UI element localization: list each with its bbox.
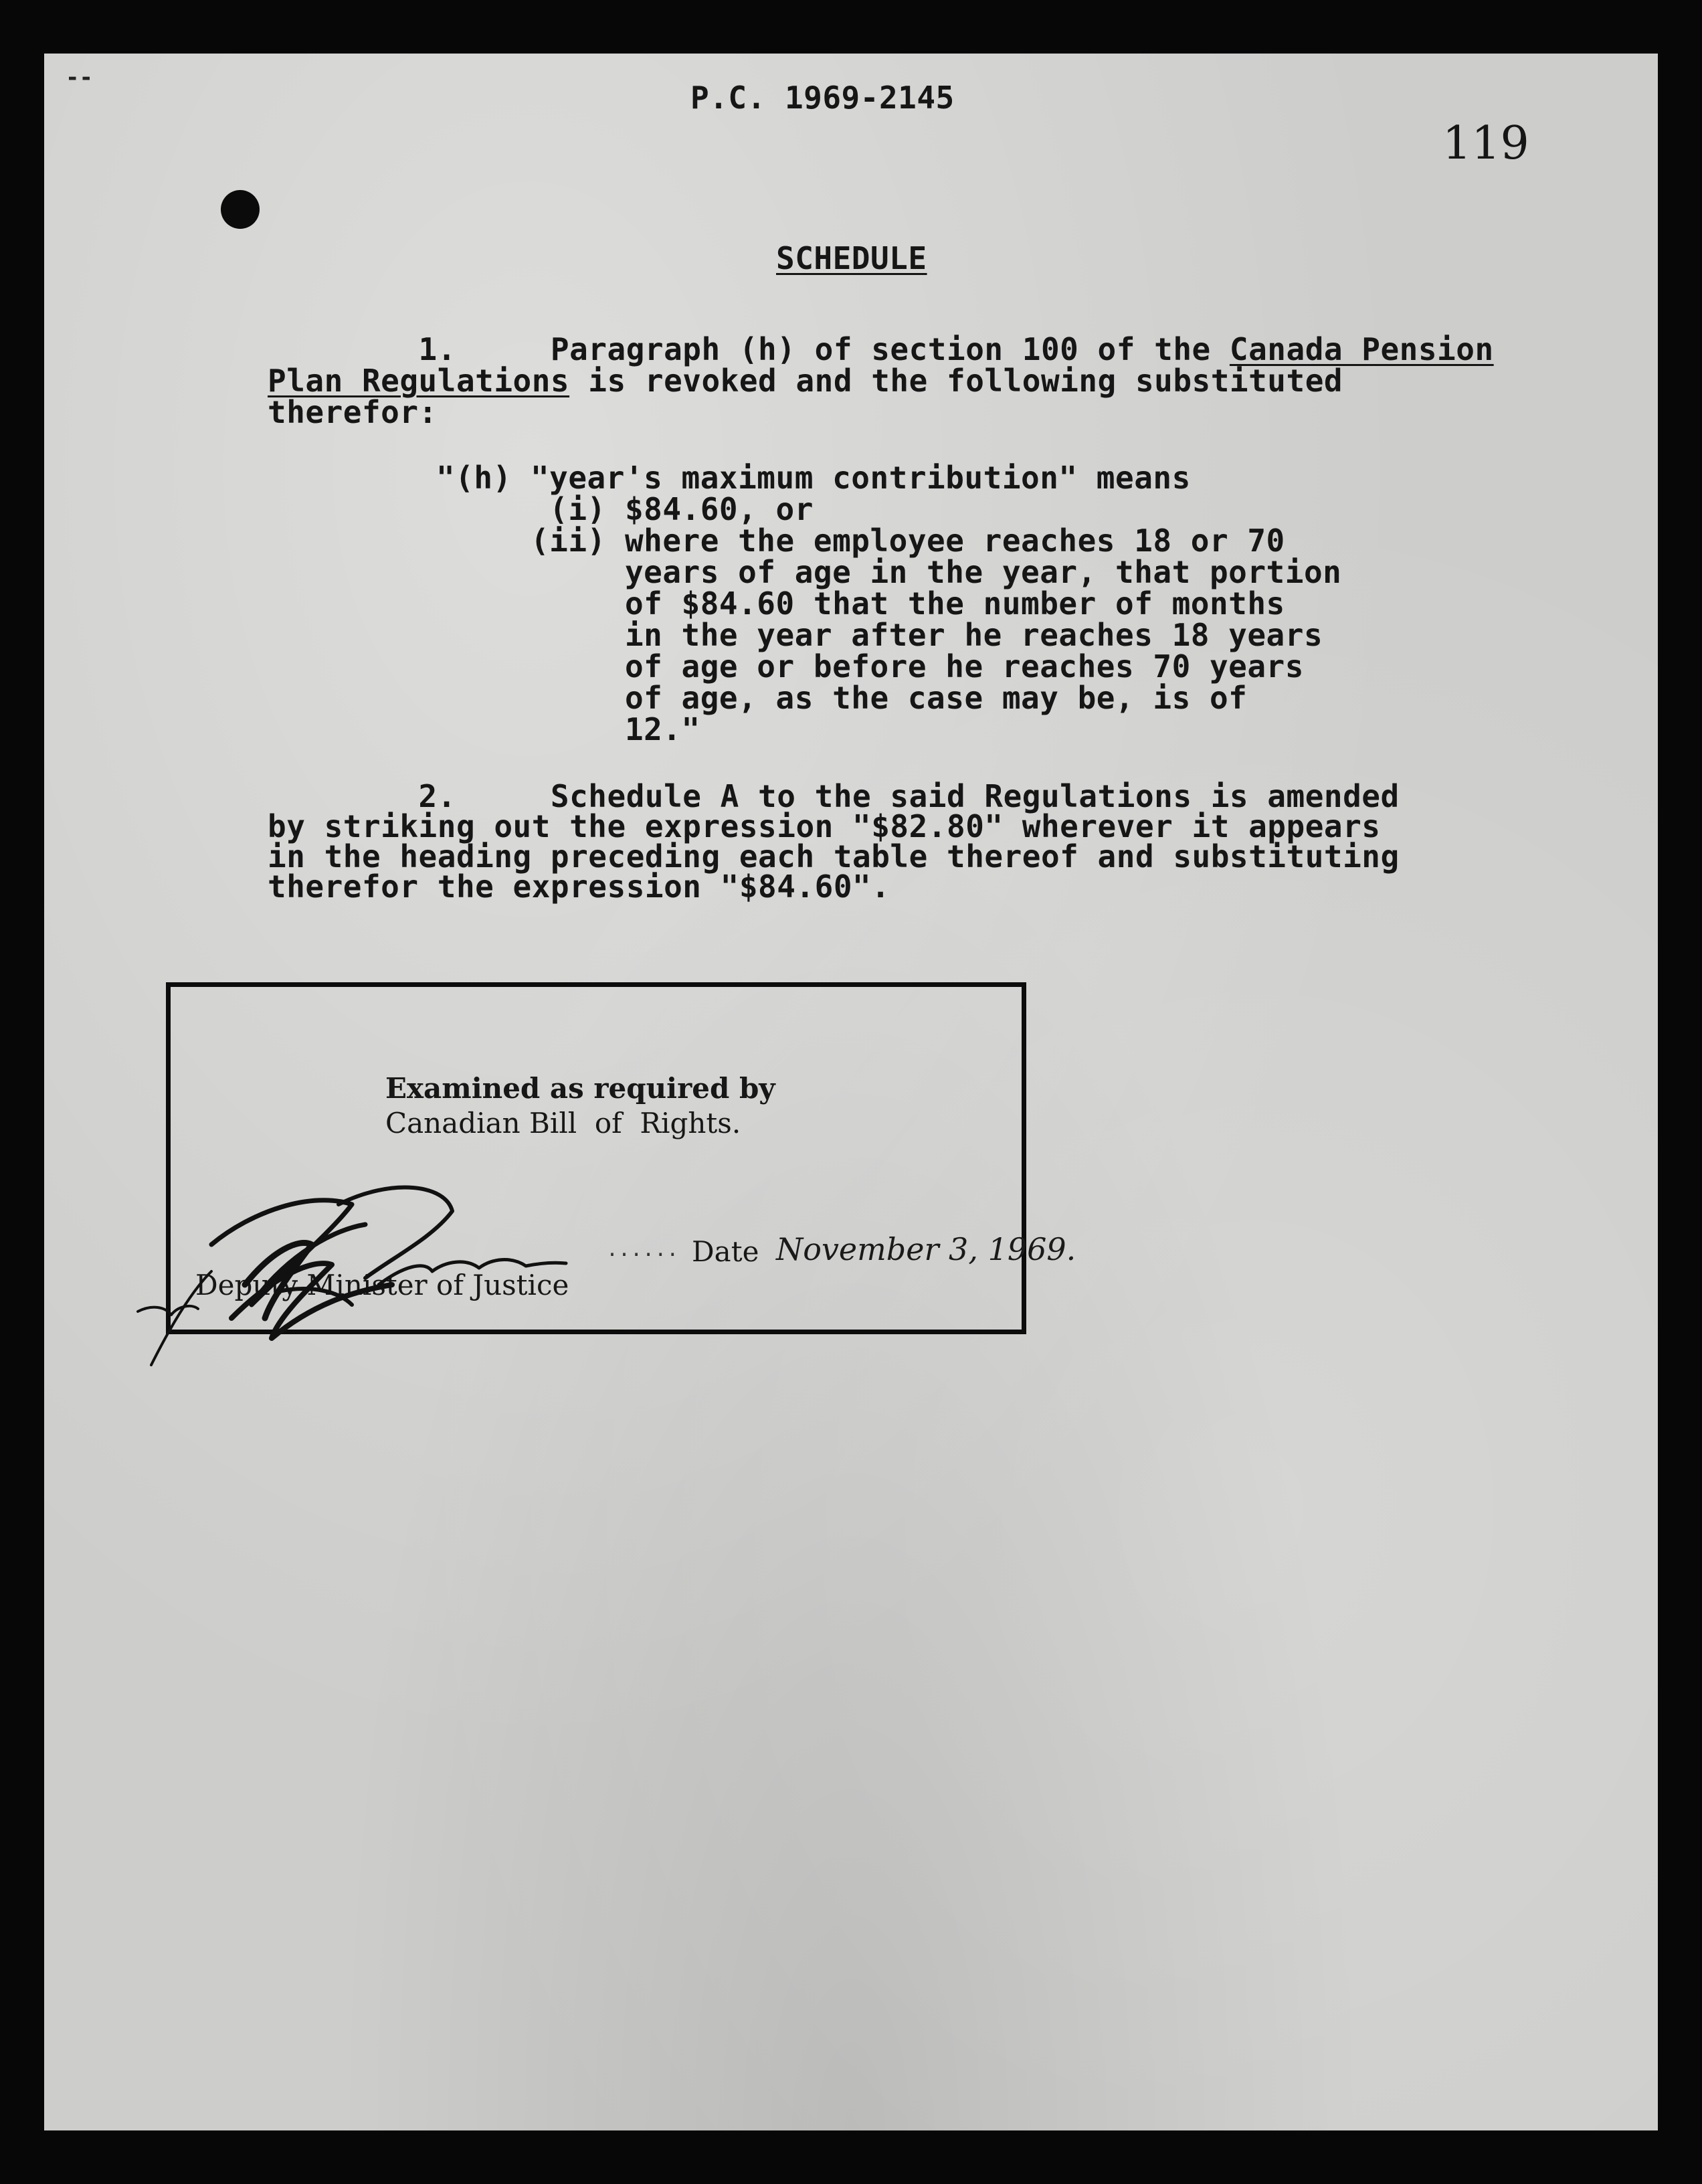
section-2-line: therefor the expression "$84.60". — [268, 869, 890, 905]
underlined-title: Canada Pension — [1229, 331, 1494, 367]
section-2-line: 2. Schedule A to the said Regulations is amended — [268, 778, 1400, 814]
corner-mark: -- — [66, 64, 93, 91]
section-1-line — [268, 333, 1494, 365]
stamp-line-bill-of-rights: Canadian Bill of Rights. — [385, 1107, 741, 1140]
signature-icon — [111, 1151, 660, 1392]
text-segment: therefor: — [268, 394, 438, 430]
date-label: Date — [692, 1235, 759, 1268]
document-page — [44, 54, 1658, 2130]
section-1-line — [268, 365, 1343, 397]
stamp-line-examined: Examined as required by — [385, 1072, 775, 1105]
definition-line: years of age in the year, that portion — [436, 554, 1342, 590]
definition-line: in the year after he reaches 18 years — [436, 617, 1323, 653]
page-number: 119 — [1442, 117, 1529, 170]
handwritten-date: November 3, 1969. — [776, 1231, 1076, 1267]
signatory-title: Deputy Minister of Justice — [195, 1269, 569, 1301]
underlined-title: Plan Regulations — [268, 363, 570, 399]
definition-line: (i) $84.60, or — [436, 491, 814, 527]
definition-line: "(h) "year's maximum contribution" means — [436, 460, 1191, 496]
definition-line: of age or before he reaches 70 years — [436, 648, 1304, 685]
punch-hole — [221, 190, 260, 229]
order-number: P.C. 1969-2145 — [690, 80, 955, 116]
definition-line: (ii) where the employee reaches 18 or 70 — [436, 523, 1285, 559]
definition-line: of $84.60 that the number of months — [436, 585, 1285, 622]
section-2-line: in the heading preceding each table thereof and substituting — [268, 838, 1400, 875]
section-1-line — [268, 396, 438, 428]
text-segment: 1. Paragraph (h) of section 100 of the — [268, 331, 1230, 367]
definition-line: of age, as the case may be, is of — [436, 680, 1248, 716]
section-2-line: by striking out the expression "$82.80" wherever it appears — [268, 808, 1381, 844]
schedule-heading: SCHEDULE — [776, 240, 927, 276]
signature-dotted-line: ...... — [606, 1238, 679, 1261]
definition-line: 12." — [436, 711, 700, 747]
text-segment: is revoked and the following substituted — [569, 363, 1343, 399]
